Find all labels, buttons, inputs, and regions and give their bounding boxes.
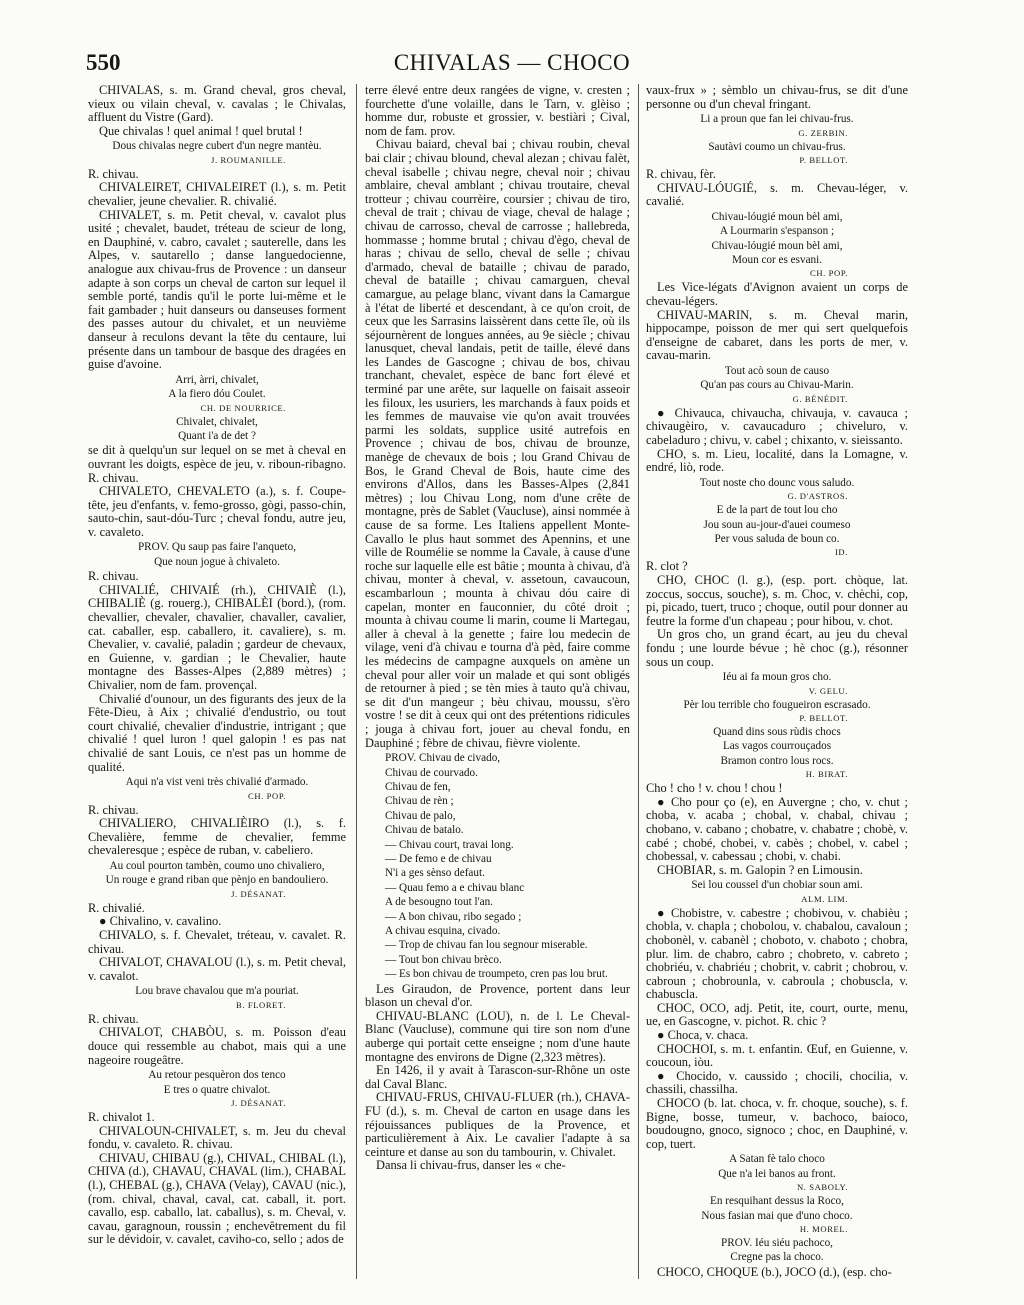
proverb-line: Chivau de fen, [385, 780, 451, 793]
dictionary-entry: ● Chobistre, v. cabestre ; chobivou, v. chabièu ; chobla, v. chapla ; chobolou, v. chabalou, cavaloun ; chobonèl, v. cabanèl ; choboto, v. chaboto ; chobra, plur. lim. de chabro, cabro ; chobreto, v. cabreto ; chobriéu, v. chabriéu ; chobrit, v. cabrit ; chobrou, v. cabroun ; chobrounla, v. cabroula ; chobuscla, v. chabuscla. [646, 905, 908, 1002]
dictionary-entry: ● Chocido, v. caussido ; chocili, chocilia, v. chassili, chassilha. [646, 1068, 908, 1097]
dictionary-entry: CHIVALOT, CHABÒU, s. m. Poisson d'eau douce qui ressemble au chabot, mais qui a une nageoire rougeâtre. [88, 1025, 346, 1067]
quotation-line: Sautàvi coumo un chivau-frus. [708, 140, 846, 153]
quotation-source: G. BÉNÉDIT. [792, 393, 848, 404]
entry-continuation: R. chivau. [88, 1011, 139, 1026]
proverb-line: Chivau de palo, [385, 809, 456, 822]
entry-continuation: R. chivau, fèr. [646, 167, 716, 181]
dictionary-entry: CHO, CHOC (l. g.), (esp. port. chòque, lat. zoccus, soccus, souche), s. m. Choc, v. chèchi, cop, pi, picado, tuert, truco ; choque, outil pour donner au feutre la forme d'un chapeau ; pour hibou, v. chot. [646, 572, 908, 628]
dictionary-entry: Les Giraudon, de Provence, portent dans leur blason un cheval d'or. [365, 981, 630, 1010]
quotation-line: Bramon contro lous rocs. [720, 754, 834, 767]
column-rule-left [356, 84, 357, 1279]
entry-continuation: R. chivalot 1. [88, 1109, 155, 1124]
dictionary-entry: CHOBIAR, s. m. Galopin ? en Limousin. [657, 862, 863, 877]
column-left [88, 84, 346, 1294]
dictionary-entry: CHOCO (b. lat. choca, v. fr. choque, souche), s. f. Bigne, bosse, tumeur, v. bachoco, baioco, boudougno, gnoco, signoco ; choc, en Dauphiné, v. cop, tuert. [646, 1096, 908, 1151]
quotation-line: Chivalet, chivalet, [176, 415, 258, 428]
quotation-line: Li a proun que fan lei chivau-frus. [700, 113, 854, 126]
quotation-line: Au coul pourton tambèn, coumo uno chivaliero, [109, 859, 325, 872]
dictionary-entry: CHIVAU-BLANC (LOU), n. de l. Le Cheval-Blanc (Vaucluse), commune qui tire son nom d'une auberge qui portait cette enseigne ; nom d'une haute montagne des environs de Digne (2,323 mètres). [365, 1008, 630, 1064]
quotation-line: E tres o quatre chivalot. [163, 1083, 271, 1096]
column-right [646, 84, 908, 1294]
proverb-line: — Trop de chivau fan lou segnour miserable. [385, 939, 588, 952]
entry-continuation: Cho ! cho ! v. chou ! chou ! [646, 781, 783, 796]
quotation-source: ALM. LIM. [801, 893, 848, 904]
proverb-line: — Chivau court, travai long. [385, 838, 514, 851]
quotation-source: J. DÉSANAT. [231, 888, 286, 899]
dictionary-entry: CHIVALAS, s. m. Grand cheval, gros cheval, vieux ou vilain cheval, v. cavalas ; le Chivalas, affluent du Vistre (Gard). [88, 84, 346, 125]
proverb-line: Chivau de batalo. [385, 824, 464, 837]
quotation-line: Un rouge e grand riban que pènjo en bandouliero. [105, 874, 329, 887]
quotation-source: V. GELU. [808, 685, 848, 696]
quotation-source: J. DÉSANAT. [231, 1097, 286, 1108]
dictionary-entry: CHO, s. m. Lieu, localité, dans la Lomagne, v. endré, liò, rode. [646, 446, 908, 475]
proverb-line: — A bon chivau, ribo segado ; [385, 910, 522, 923]
entry-continuation: R. chivau. [88, 569, 139, 584]
quotation-line: Que noun jogue à chivaleto. [154, 555, 280, 568]
quotation-line: PROV. Iéu siéu pachoco, [721, 1237, 833, 1250]
quotation-source: CH. POP. [248, 790, 286, 801]
dictionary-entry: Un gros cho, un grand écart, au jeu du cheval fondu ; une lourde bévue ; hè choc (g.), résonner sous un coup. [646, 627, 908, 669]
page-title: CHIVALAS — CHOCO [393, 50, 631, 75]
quotation-source: N. SABOLY. [796, 1182, 848, 1193]
quotation-source: H. MOREL. [799, 1224, 848, 1235]
dictionary-entry: Chivau baiard, cheval bai ; chivau roubin, cheval bai clair ; chivau blound, cheval alezan ; chivau falèt, cheval isabelle ; chivau negre, cheval noir ; chivau amblaire, cheval amblant ; chivau troutaire, cheval trotteur ; chivau courrèire, coursier ; chivau de tiro, cheval de trait ; chivau de viage, cheval de halage ; chivau de carrosso, cheval de carrosse ; hallebreda, hommasse ; homme brutal ; chivau d'ègo, cheval de haras ; chivau de sello, cheval de selle ; chivau d'armado, cheval de bataille ; chivau de parado, cheval de bataille ; chivau camarguen, cheval camargue, au pelage blanc, vivant dans la Camargue à l'état de liberté et descendant, à ce qu'on croit, de ceux que les Sarrasins laissèrent dans cette île, où ils séjournèrent de longues années, au 9e siècle ; chivau lanusquet, cheval landais, petit de taille, élevé dans les Landes de Gascogne ; chivau de bos, chivau tranchant, chevalet, espèce de banc fort élevé et terminé par une arête, sur laquelle on faisait asseoir les filoux, les usuriers, les marchands à faux poids et les femmes de mauvaise vie qu'on avait trouvées parmi les soldats, supplice usité autrefois en Provence ; chivau de bos, chivau de brounze, manège de chevaux de bois ; lou Grand Chivau de Bos, le Grand Cheval de Bois, haute cime des environs d'Allos, dans les Basses-Alpes (2,841 mètres) ; lou Chivau Long, nom d'une crête de montagne, près de Sablet (Vaucluse), ainsi nommée à cause de sa forme. Les Italiens appellent Monte-Cavallo le plus haut sommet des Apennins, et une ville de Roumélie se nomme la Cavale, à cause d'une roche sur laquelle elle est bâtie ; mounta à chivau, d'à chivau, monter à cheval, v. assetoun, cavaucoun, escambarloun ; mounta à chivau dóu caire di capelan, monter en fauconnier, du côté droit ; mounta à chivau coume li marin, coume li Martegau, aller à cheval à la genette ; faire lou medecin de vilage, veni d'à chivau e tourna d'à pèd, faire comme les médecins de campagne auxquels on amène un cheval pour aller voir un malade et qui sont obligés de retourner à pied ; se tèn mies à tauto qu'à chivau, se dit d'un mangeur ; bèu chivau, moussu, s'èro vostre ! se dit à ceux qui ont des prétentions ridicules ; jouga à chivau fort, jouer au cheval fondu, en Dauphiné ; fèbre de chivau, fièvre violente. [365, 137, 630, 750]
dictionary-entry: CHIVALET, s. m. Petit cheval, v. cavalot plus usité ; chevalet, baudet, tréteau de scieur de long, en Dauphiné, v. cabro, cavalet ; sauterelle, dans les Alpes, v. sautarello ; danse languedocienne, analogue aux chivau-frus de Provence : un danseur adapte à son corps un cheval de carton sur lequel il semble porté, tandis qu'il le porte lui-même et le fait gambader ; huit danseurs ou danseuses forment des passes autour du chivalet, et un neuvième danseur à reculons devant la tête du centaure, lui présente dans un tambour de basque des dragées en guise d'avoine. [88, 207, 346, 372]
quotation-line: Iéu ai fa moun gros cho. [722, 671, 832, 684]
dictionary-entry: CHIVALOUN-CHIVALET, s. m. Jeu du cheval fondu, v. cavaleto. R. chivau. [88, 1123, 346, 1152]
dictionary-entry: En 1426, il y avait à Tarascon-sur-Rhône un oste dal Caval Blanc. [365, 1063, 630, 1091]
dictionary-entry: Les Vice-légats d'Avignon avaient un corps de chevau-légers. [646, 280, 908, 308]
quotation-line: A Lourmarin s'espanson ; [719, 225, 835, 238]
quotation-line: Las vagos courrouçados [722, 740, 832, 753]
quotation-line: En resquihant dessus la Roco, [710, 1195, 844, 1208]
quotation-line: Jou soun au-jour-d'auei coumeso [703, 518, 851, 531]
entry-continuation: R. chivau. [88, 802, 139, 817]
quotation-line: Que n'a lei banos au front. [718, 1167, 836, 1180]
quotation-source: H. BIRAT. [805, 769, 848, 780]
proverb-line: A chivau esquina, civado. [385, 924, 501, 937]
entry-continuation: R. chivau. [88, 166, 139, 181]
quotation-line: Per vous saluda de boun co. [714, 532, 840, 545]
quotation-line: Sei lou coussel d'un chobiar soun ami. [691, 879, 863, 892]
dictionary-entry: Dansa li chivau-frus, danser les « che- [376, 1158, 566, 1173]
quotation-source: CH. DE NOURRICE. [200, 402, 286, 413]
quotation-line: A la fiero dóu Coulet. [168, 388, 266, 401]
dictionary-entry: CHIVALETO, CHEVALETO (a.), s. f. Coupe-tête, jeu d'enfants, v. femo-grosso, gògi, passo-chin, sauto-chin, saut-dóu-Turc ; cheval fondu, autre jeu, v. cavaleto. [88, 484, 346, 539]
quotation-line: PROV. Qu saup pas faire l'anqueto, [137, 541, 297, 554]
dictionary-entry: ● Choca, v. chaca. [657, 1028, 749, 1043]
quotation-line: E de la part de tout lou cho [716, 504, 838, 517]
dictionary-entry: CHIVAU, CHIBAU (g.), CHIVAL, CHIBAL (l.), CHIVA (d.), CHAVAU, CHAVAL (lim.), CHABAL (l.), CHEBAL (g.), CHAVA (Velay), CAVAU (nic.), (rom. chival, chaval, caval, cat. caball, it. port. cavallo, esp. caballo, lat. caballus), s. m. Cheval, v. cavau, garagnoun, roussin ; enchevêtrement du fil sur le dévidoir, v. cavalet, caviho-co, sello ; ados de [88, 1150, 346, 1247]
quotation-source: G. ZERBIN. [798, 127, 848, 138]
quotation-source: ID. [834, 547, 848, 558]
quotation-line: Qu'an pas cours au Chivau-Marin. [700, 379, 854, 392]
quotation-source: G. D'ASTROS. [787, 491, 848, 502]
proverb-line: A de besougno tout l'an. [385, 896, 493, 909]
running-header [0, 50, 1024, 82]
proverb-line: — Quau femo a e chivau blanc [385, 881, 525, 894]
proverb-line: Chivau de courvado. [385, 766, 478, 779]
dictionary-entry: CHIVALOT, CHAVALOU (l.), s. m. Petit cheval, v. cavalot. [88, 955, 346, 983]
quotation-source: CH. POP. [810, 268, 848, 279]
quotation-line: Chivau-lóugié moun bèl ami, [711, 210, 843, 223]
quotation-source: B. FLORET. [235, 999, 286, 1010]
dictionary-entry: CHIVALEIRET, CHIVALEIRET (l.), s. m. Petit chevalier, jeune chevalier. R. chivalié. [88, 180, 346, 208]
quotation-line: Au retour pesquèron dos tenco [148, 1069, 286, 1082]
quotation-line: A Satan fè talo choco [729, 1153, 825, 1166]
quotation-source: P. BELLOT. [799, 712, 848, 723]
quotation-line: Quant i'a de det ? [178, 429, 256, 442]
quotation-line: Tout acò soun de causo [724, 364, 830, 377]
dictionary-entry: ● Chivauca, chivaucha, chivauja, v. cavauca ; chivaugèiro, v. cavaucaduro ; chiveluro, v. cabeladuro ; chivu, v. cabel ; chixanto, v. sieissanto. [646, 405, 908, 447]
dictionary-entry: ● Cho pour ço (e), en Auvergne ; cho, v. chut ; choba, v. acaba ; chobal, v. chabal, chivau ; chobano, v. cabano ; chobatre, v. chabatre ; chobè, v. cabé ; chobé, chobei, v. cabès ; chobel, v. cabel ; chobessal, v. cabessau ; chobi, v. chabi. [646, 794, 908, 864]
entry-continuation: terre élevé entre deux rangées de vigne, v. cresten ; fourchette d'une volaille, dans le Tarn, v. glèiso ; homme dur, robuste et grossier, v. bestiàri ; Cival, nom de fam. prov. [365, 84, 630, 138]
dictionary-entry: CHOC, OCO, adj. Petit, ite, court, ourte, menu, ue, en Gascogne, v. pichot. R. chic ? [646, 1000, 908, 1029]
quotation-source: P. BELLOT. [799, 155, 848, 165]
quotation-line: Pèr lou terrible cho fougueiron escrasado. [683, 698, 871, 711]
quotation-line: Cregne pas la choco. [730, 1251, 824, 1264]
entry-continuation: vaux-frux » ; sèmblo un chivau-frus, se dit d'une personne ou d'un cheval fringant. [646, 84, 908, 111]
proverb-line: Chivau de rèn ; [385, 795, 454, 808]
dictionary-entry: CHOCO, CHOQUE (b.), JOCO (d.), (esp. cho- [657, 1264, 892, 1279]
dictionary-entry: CHIVALIERO, CHIVALIÈIRO (l.), s. f. Chevalière, femme de chevalier, femme chevaleresque ; espèce de ruban, v. cabeliero. [88, 816, 346, 858]
quotation-line: Quand dins sous rùdis chocs [713, 725, 841, 738]
quotation-line: Lou brave chavalou que m'a pouriat. [135, 985, 299, 998]
dictionary-entry: CHIVAU-LÓUGIÉ, s. m. Chevau-léger, v. cavalié. [646, 180, 908, 209]
column-rule-right [638, 84, 639, 1279]
quotation-line: Tout noste cho dounc vous saludo. [699, 476, 855, 489]
dictionary-entry: ● Chivalino, v. cavalino. [99, 914, 222, 929]
dictionary-entry: CHIVALO, s. f. Chevalet, tréteau, v. cavalet. R. chivau. [88, 927, 346, 956]
proverb-line: — Tout bon chivau brèco. [385, 953, 502, 966]
quotation-line: Nous fasian mai que d'uno choco. [701, 1209, 853, 1222]
dictionary-entry: Que chivalas ! quel animal ! quel brutal ! [99, 123, 303, 138]
page-number: 550 [86, 50, 121, 75]
proverb-line: — De femo e de chivau [385, 852, 492, 865]
dictionary-entry: CHIVALIÉ, CHIVAIÉ (rh.), CHIVAIÈ (l.), CHIBALIÈ (g. rouerg.), CHIBALÈI (bord.), (rom. chevallier, chevaler, chavalier, chavaller, cavalier, cat. caballer, esp. caballero, it. cavaliere), s. m. Chevalier, v. cavalié, paladin ; gardeur de chevaux, en Guienne, v. gardian ; le Chevalier, haute montagne des Basses-Alpes (2,889 mètres) ; Chivalier, nom de fam. provençal. [88, 582, 346, 693]
proverb-line: N'i a ges sènso defaut. [385, 867, 485, 880]
quotation-line: Arri, àrri, chivalet, [175, 373, 259, 386]
entry-continuation: se dit à quelqu'un sur lequel on se met à cheval en ouvrant les doigts, espèce de jeu, v. riboun-ribagno. R. chivau. [88, 443, 346, 485]
dictionary-entry: CHIVAU-MARIN, s. m. Cheval marin, hippocampe, poisson de mer qui sert quelquefois d'enseigne de cabaret, dans les ports de mer, v. cavau-marin. [646, 307, 908, 363]
quotation-line: Aqui n'a vist veni très chivalié d'armado. [125, 776, 309, 789]
quotation-line: Chivau-lóugié moun bèl ami, [711, 239, 843, 252]
dictionary-entry: CHIVAU-FRUS, CHIVAU-FLUER (rh.), CHAVA-FU (d.), s. m. Cheval de carton en usage dans les réjouissances publiques de la Provence, et particulièrement à Aix. Le cavalier l'adapte à sa ceinture et danse au son du tambourin, v. Chivalet. [365, 1090, 630, 1159]
dictionary-entry: Chivalié d'ounour, un des figurants des jeux de la Fête-Dieu, à Aix ; chivalié d'endustrìo, ou tout court chivalié, chevalier d'industrie, intrigant ; que chivalié ! quel luron ! quel galopin ! es pas nat chivalié de sant Louis, ce n'est pas un homme de qualité. [88, 691, 346, 774]
column-middle [365, 84, 630, 1294]
proverb-line: PROV. Chivau de civado, [385, 752, 501, 765]
quotation-line: Moun cor es esvani. [731, 254, 823, 266]
entry-continuation: R. clot ? [646, 559, 688, 574]
quotation-source: J. ROUMANILLE. [211, 154, 286, 165]
proverb-line: — Es bon chivau de troumpeto, cren pas lou brut. [385, 968, 608, 981]
quotation-line: Dous chivalas negre cubert d'un negre mantèu. [112, 140, 322, 153]
dictionary-entry: CHOCHOI, s. m. t. enfantin. Œuf, en Guienne, v. coucoun, iòu. [646, 1041, 908, 1070]
entry-continuation: R. chivalié. [88, 900, 145, 915]
